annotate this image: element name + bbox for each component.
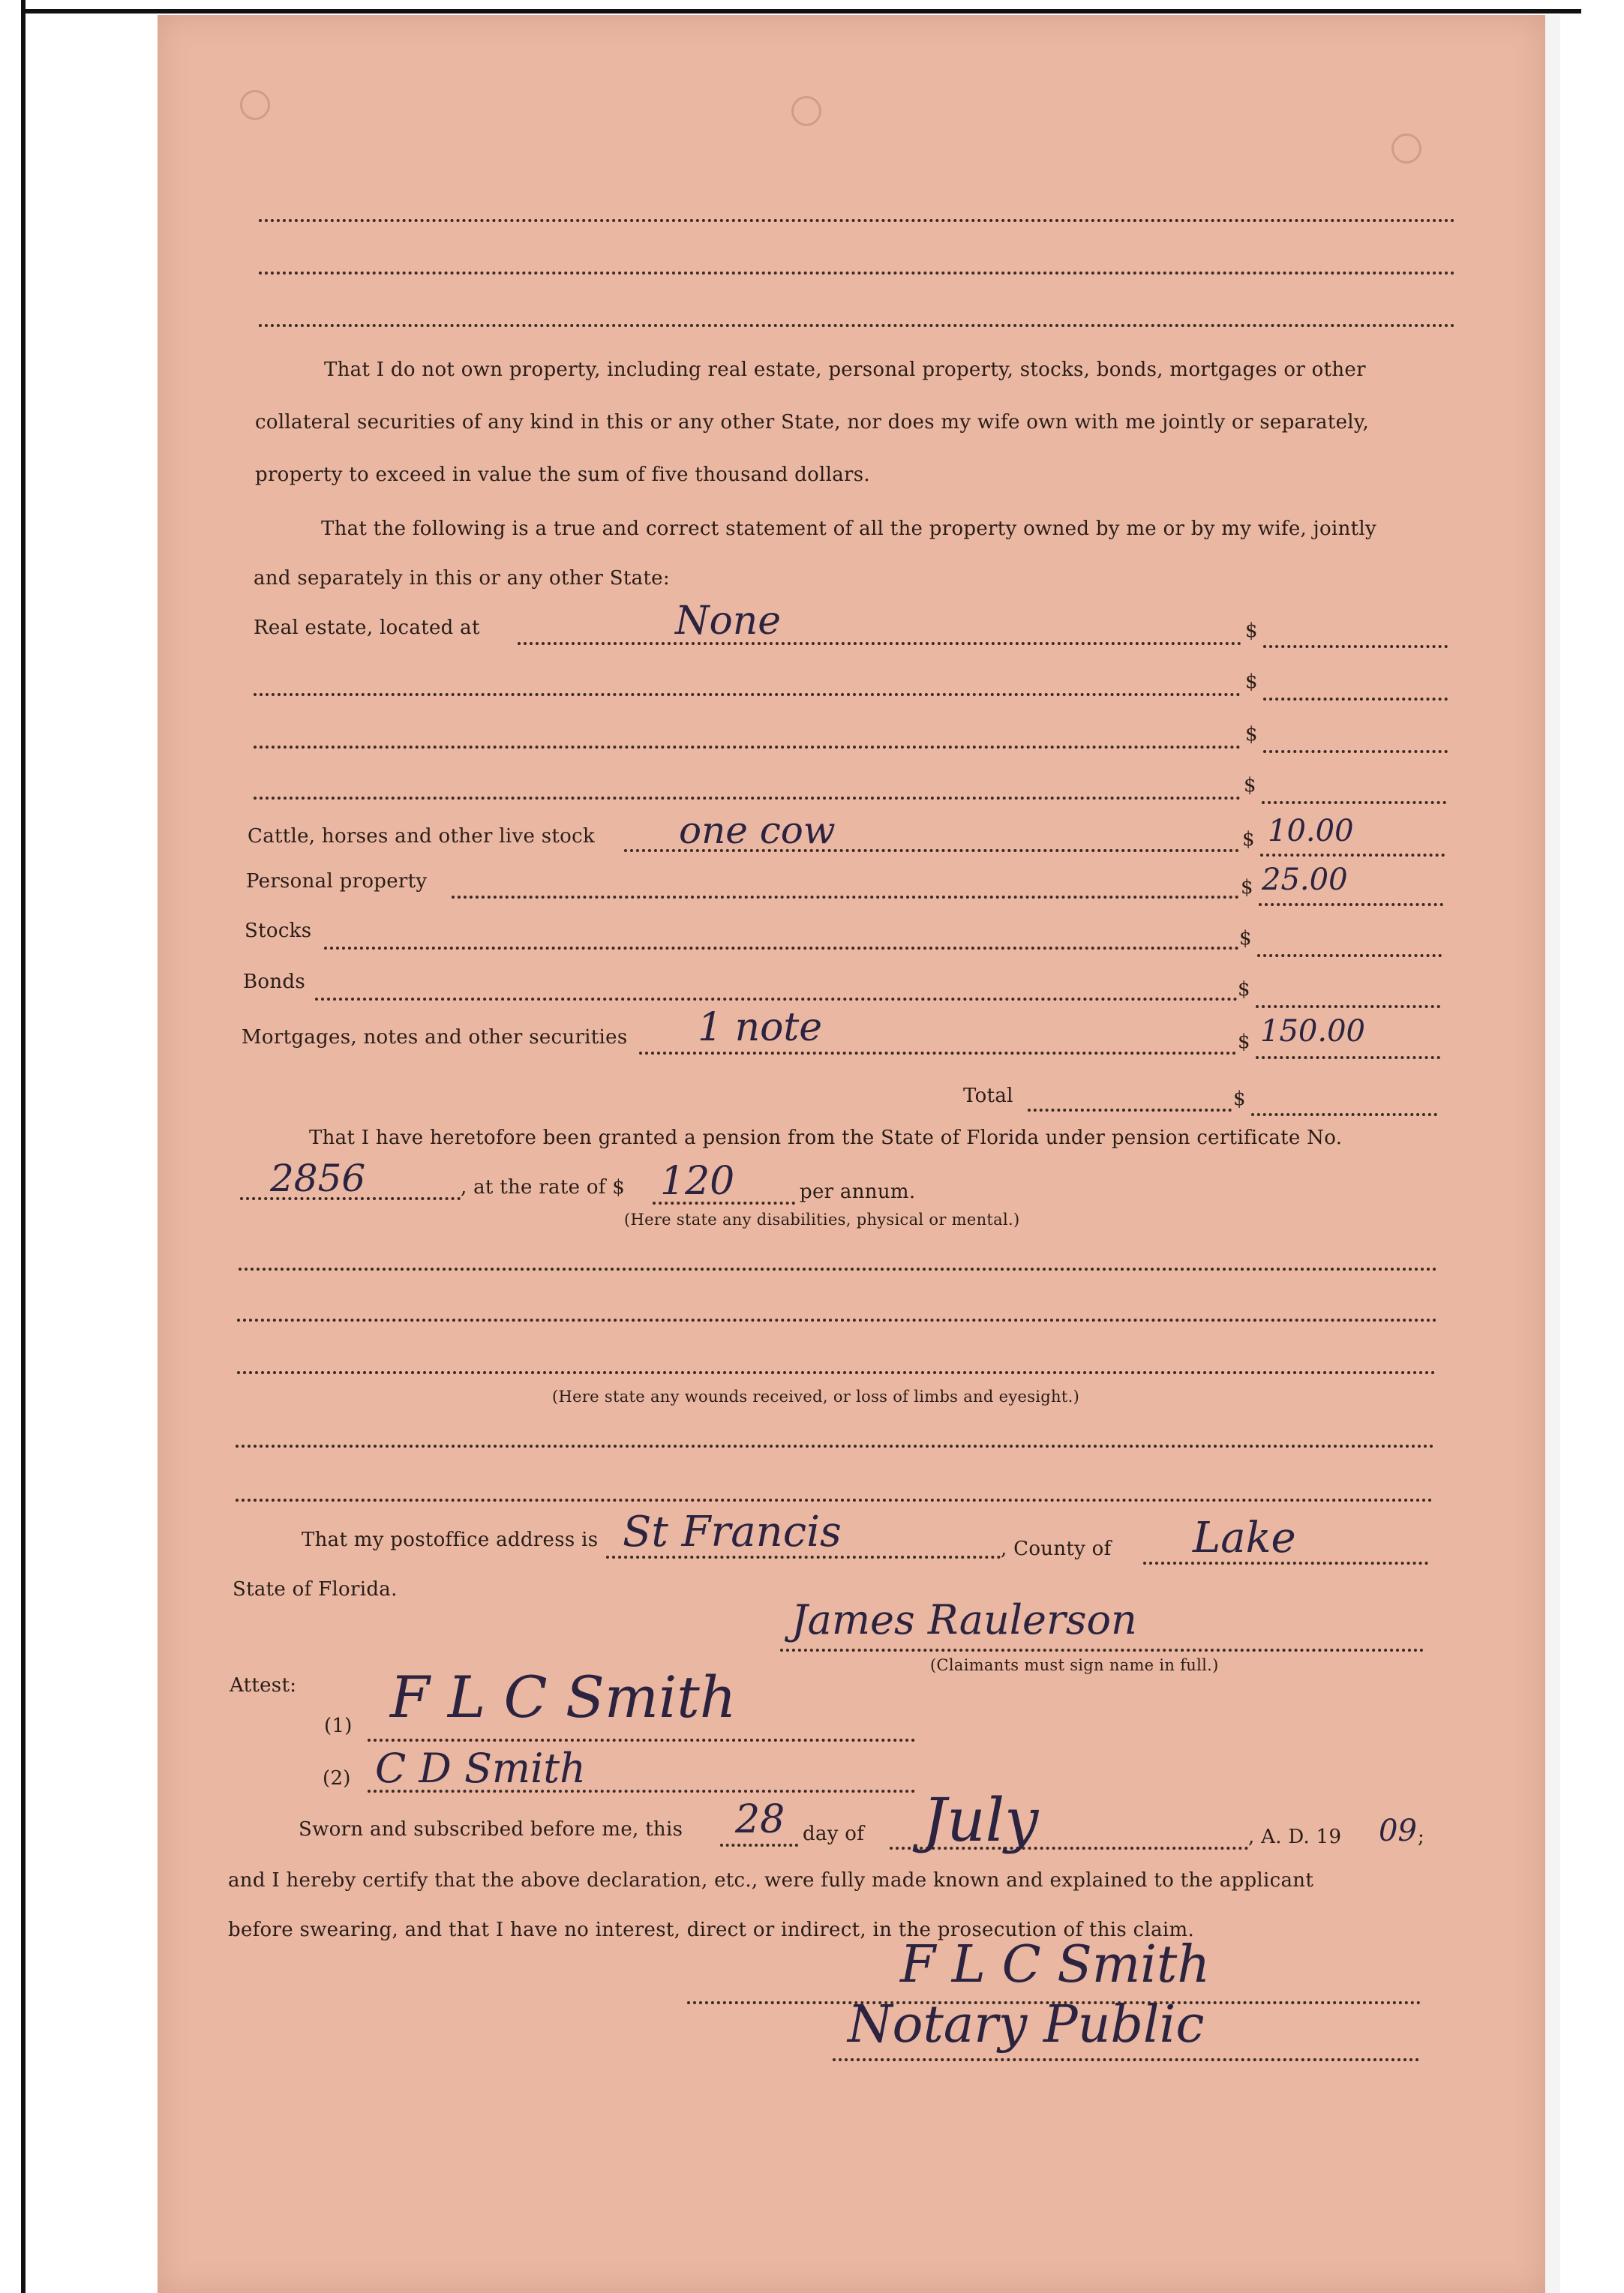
signature-line: [368, 1739, 915, 1742]
amount-blank: [1256, 1056, 1440, 1059]
real-estate-label: Real estate, located at: [254, 617, 480, 639]
blank-line: [518, 642, 1241, 645]
sworn-year-suffix: 09: [1379, 1814, 1417, 1848]
amount-blank: [1260, 854, 1445, 857]
dollar-sign: $: [1238, 978, 1250, 1001]
claimant-signature: James Raulerson: [791, 1596, 1137, 1643]
dollar-sign: $: [1245, 620, 1258, 642]
cattle-amount: 10.00: [1268, 814, 1354, 848]
property-declaration-line-1: That I do not own property, including real estate, personal property, stocks, bonds, mortgages or other: [324, 359, 1366, 381]
pension-rate: 120: [660, 1159, 735, 1204]
blank-line: [259, 219, 1455, 222]
blank-line: [236, 1445, 1434, 1448]
punch-hole-mark: [1391, 134, 1421, 164]
amount-blank: [1251, 1113, 1437, 1116]
disabilities-note: (Here state any disabilities, physical or mental.): [624, 1211, 1020, 1229]
blank-line: [1028, 1109, 1232, 1112]
statement-intro-line-2: and separately in this or any other State:: [254, 567, 670, 590]
property-declaration-line-3: property to exceed in value the sum of five thousand dollars.: [255, 464, 870, 486]
signature-line: [833, 2058, 1419, 2061]
statement-intro-line-1: That the following is a true and correct statement of all the property owned by me or by my wife, jointly: [321, 518, 1377, 540]
punch-hole-mark: [240, 90, 270, 120]
sworn-day: 28: [735, 1797, 785, 1842]
amount-blank: [1263, 645, 1448, 648]
postoffice-value: St Francis: [623, 1508, 842, 1556]
real-estate-value: None: [675, 599, 782, 644]
blank-line: [259, 272, 1455, 275]
dollar-sign: $: [1244, 774, 1256, 797]
bonds-label: Bonds: [243, 971, 305, 993]
notary-signature: F L C Smith: [900, 1935, 1211, 1994]
ad-label: , A. D. 19: [1248, 1826, 1342, 1848]
amount-blank: [1262, 801, 1446, 804]
certify-line-2: before swearing, and that I have no interest, direct or indirect, in the prosecution of this claim.: [228, 1919, 1195, 1941]
sworn-statement: Sworn and subscribed before me, this: [299, 1818, 683, 1841]
mortgages-value: 1 note: [698, 1005, 823, 1050]
blank-line: [315, 998, 1238, 1001]
dollar-sign: $: [1233, 1088, 1246, 1110]
personal-property-label: Personal property: [246, 870, 428, 893]
attest-label: Attest:: [230, 1674, 297, 1697]
witness-1-signature: F L C Smith: [390, 1664, 737, 1730]
witness-1-number: (1): [324, 1715, 353, 1737]
blank-line: [236, 1499, 1433, 1502]
amount-blank: [1263, 750, 1448, 753]
total-label: Total: [963, 1085, 1013, 1107]
cattle-value: one cow: [679, 809, 836, 852]
blank-line: [239, 1268, 1437, 1271]
signature-line: [780, 1649, 1424, 1652]
mortgages-amount: 150.00: [1260, 1014, 1365, 1049]
witness-2-signature: C D Smith: [375, 1745, 586, 1792]
blank-line: [254, 746, 1241, 749]
stocks-label: Stocks: [245, 920, 312, 942]
amount-blank: [1259, 903, 1443, 906]
amount-blank: [1256, 1005, 1440, 1008]
dollar-sign: $: [1245, 723, 1258, 746]
postoffice-label: That my postoffice address is: [302, 1529, 599, 1551]
dollar-sign: $: [1238, 1031, 1250, 1053]
punch-hole-mark: [791, 96, 821, 126]
semicolon: ;: [1418, 1826, 1425, 1848]
mortgages-label: Mortgages, notes and other securities: [242, 1026, 628, 1049]
blank-line: [452, 896, 1239, 899]
day-of-label: day of: [803, 1823, 865, 1845]
blank-line: [259, 324, 1455, 327]
dollar-sign: $: [1239, 927, 1252, 950]
certify-line-1: and I hereby certify that the above declaration, etc., were fully made known and explained to the applicant: [228, 1869, 1314, 1892]
dollar-sign: $: [1242, 828, 1255, 851]
scan-border-top: [21, 9, 1581, 14]
document-page: [158, 15, 1545, 2293]
amount-blank: [1257, 954, 1442, 957]
blank-line: [324, 947, 1239, 950]
property-declaration-line-2: collateral securities of any kind in this or any other State, nor does my wife own with me jointly or separately,: [255, 411, 1370, 434]
page-edge: [1545, 15, 1560, 2293]
wounds-note: (Here state any wounds received, or loss of limbs and eyesight.): [552, 1388, 1080, 1406]
blank-line: [254, 693, 1241, 696]
sworn-month: July: [923, 1785, 1039, 1855]
notary-title: Notary Public: [848, 1995, 1205, 2054]
pension-statement: That I have heretofore been granted a pension from the State of Florida under pension certificate No.: [309, 1127, 1343, 1149]
per-annum-label: per annum.: [800, 1181, 916, 1203]
rate-label: , at the rate of $: [461, 1176, 626, 1199]
signature-line: [368, 1790, 915, 1793]
blank-line: [254, 797, 1241, 800]
cattle-label: Cattle, horses and other live stock: [248, 825, 595, 848]
county-value: Lake: [1193, 1514, 1296, 1562]
scan-border-left: [21, 0, 26, 2293]
county-label: , County of: [1001, 1538, 1112, 1560]
blank-line: [237, 1371, 1436, 1374]
claimant-note: (Claimants must sign name in full.): [930, 1656, 1219, 1674]
blank-line: [720, 1844, 798, 1847]
pension-certificate-number: 2856: [270, 1157, 366, 1200]
blank-line: [639, 1052, 1236, 1055]
witness-2-number: (2): [323, 1767, 351, 1790]
blank-line: [237, 1319, 1437, 1322]
state-label: State of Florida.: [233, 1578, 398, 1601]
amount-blank: [1263, 698, 1448, 701]
personal-property-amount: 25.00: [1262, 863, 1348, 897]
dollar-sign: $: [1241, 876, 1253, 899]
dollar-sign: $: [1245, 671, 1258, 693]
